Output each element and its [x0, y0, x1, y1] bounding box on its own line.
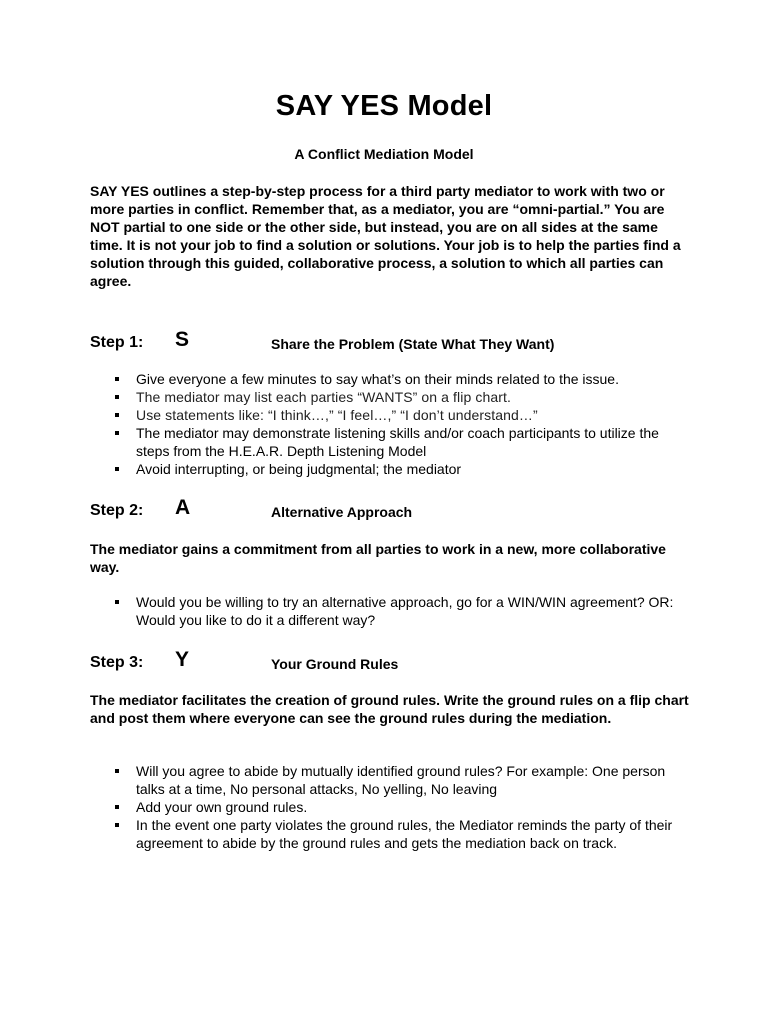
step-3-name: Your Ground Rules	[271, 656, 399, 672]
list-item: In the event one party violates the ground rules, the Mediator reminds the party of their agreement to abide by the ground rules and gets the mediation back on track.	[113, 816, 693, 852]
step-1-bullet-list	[113, 370, 693, 478]
list-item: Will you agree to abide by mutually identified ground rules? For example: One person talks at a time, No personal attacks, No yelling, No leaving	[113, 762, 693, 798]
step-3-bullet-list	[113, 762, 693, 852]
list-item: Give everyone a few minutes to say what’s on their minds related to the issue.	[113, 370, 693, 388]
list-item: The mediator may list each parties “WANTS” on a flip chart.	[113, 388, 693, 406]
step-2-heading	[90, 490, 690, 520]
step-3-letter: Y	[175, 648, 190, 671]
list-item: Use statements like: “I think…,” “I feel…,” “I don’t understand…”	[113, 406, 693, 424]
step-2-label: Step 2:	[90, 502, 144, 519]
page-title: SAY YES Model	[275, 90, 493, 122]
step-3-label: Step 3:	[90, 654, 144, 671]
step-2-description: The mediator gains a commitment from all parties to work in a new, more collaborative way.	[90, 541, 666, 575]
page-subtitle: A Conflict Mediation Model	[294, 146, 474, 162]
list-item: Avoid interrupting, or being judgmental; the mediator	[113, 460, 693, 478]
intro-paragraph: SAY YES outlines a step-by-step process for a third party mediator to work with two or more parties in conflict. Remember that, as a mediator, you are “omni-partial.” You are NOT partial to one side or the other side, but instead, you are on all sides at the same time. It is not your job to find a solution or solutions. Your job is to help the parties find a solution through this guided, collaborative process, a solution to which all parties can agree.	[90, 183, 681, 289]
step-1-label: Step 1:	[90, 334, 144, 351]
step-3-heading	[90, 642, 690, 672]
step-1-name: Share the Problem (State What They Want)	[271, 336, 555, 352]
list-item: The mediator may demonstrate listening skills and/or coach participants to utilize the steps from the H.E.A.R. Depth Listening Model	[113, 424, 693, 460]
step-3-description: The mediator facilitates the creation of ground rules. Write the ground rules on a flip chart and post them where everyone can see the ground rules during the mediation.	[90, 692, 689, 726]
step-2-bullet-list	[113, 593, 693, 629]
step-1-heading	[90, 322, 690, 352]
step-2-name: Alternative Approach	[271, 504, 413, 520]
step-1-letter: S	[175, 328, 190, 351]
step-2-letter: A	[175, 496, 191, 519]
list-item: Would you be willing to try an alternative approach, go for a WIN/WIN agreement? OR: Would you like to do it a different way?	[113, 593, 693, 629]
list-item: Add your own ground rules.	[113, 798, 693, 816]
